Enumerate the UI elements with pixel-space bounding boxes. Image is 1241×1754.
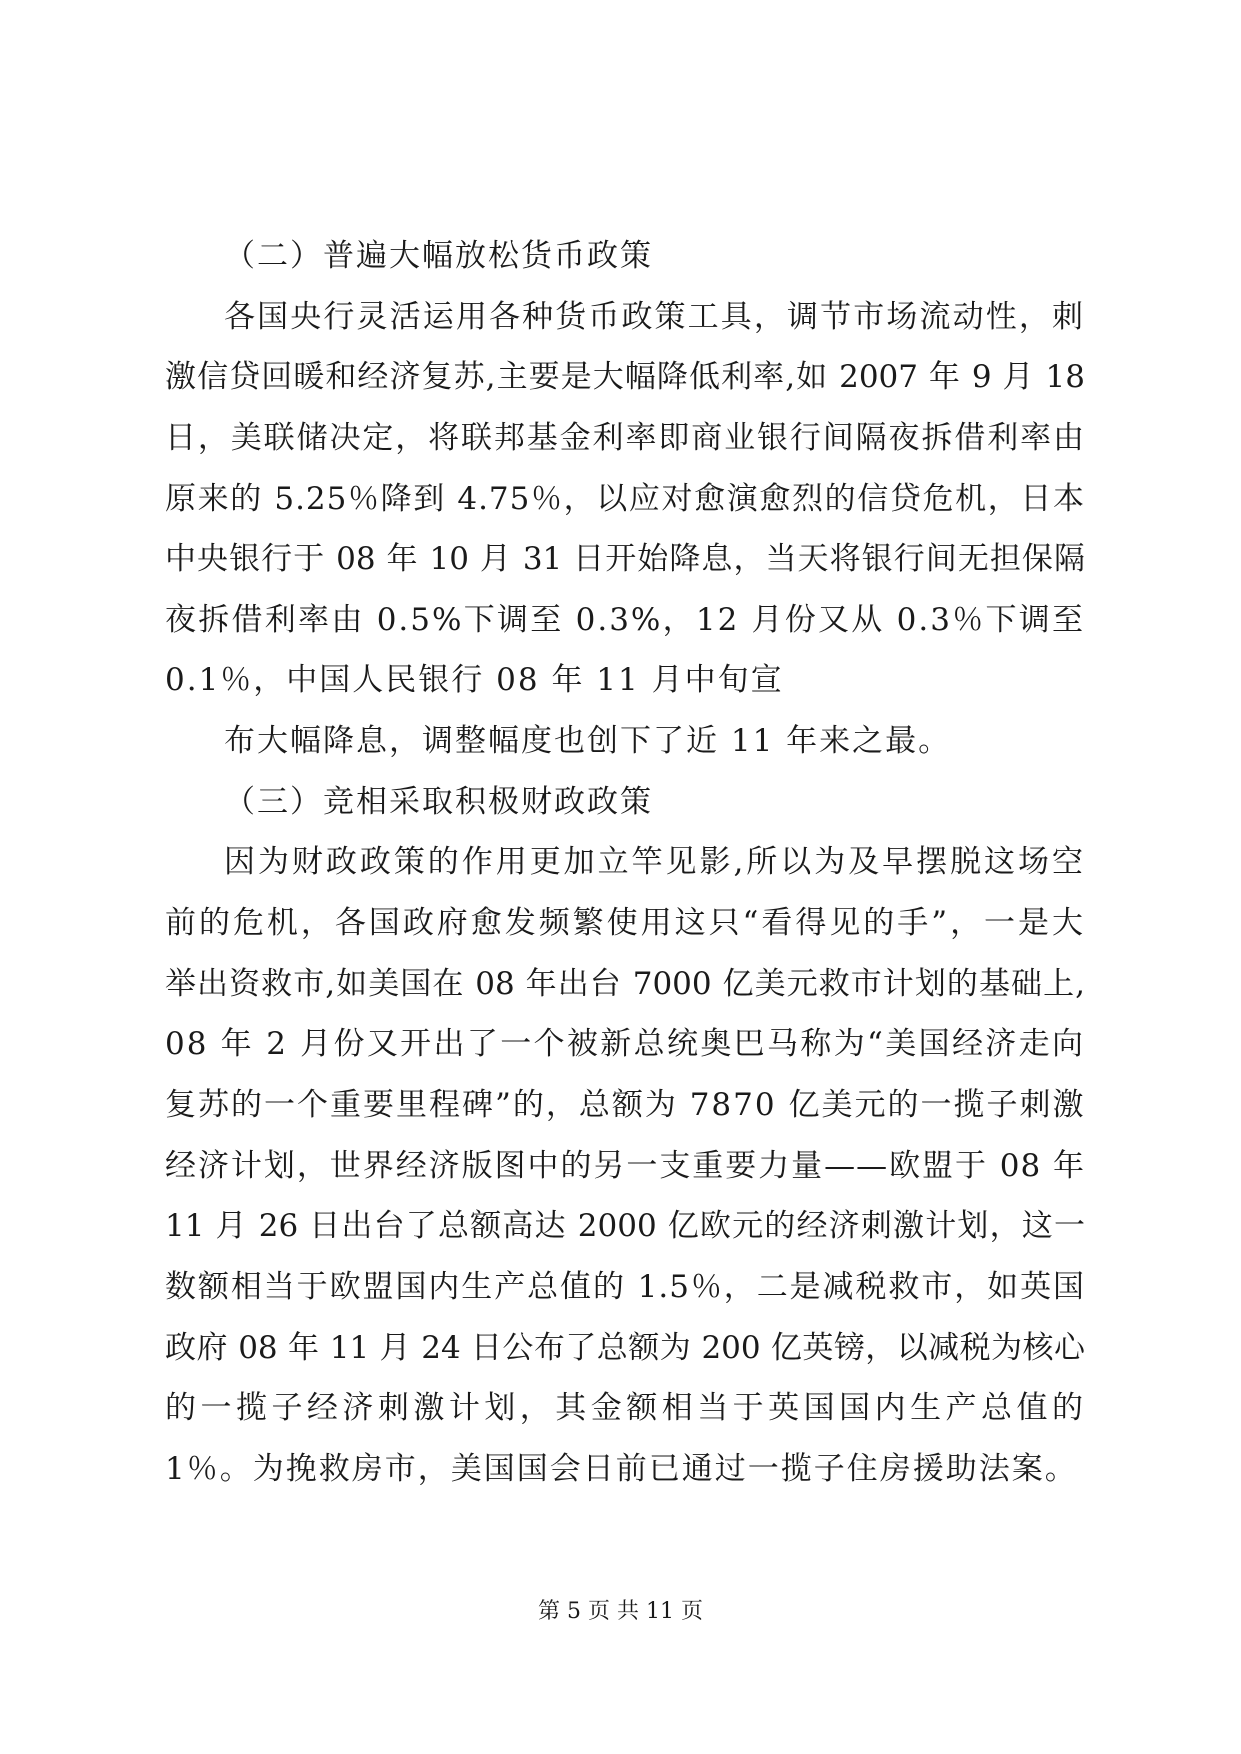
paragraph-line: 0.1％，中国人民银行 08 年 11 月中旬宣: [165, 662, 784, 698]
paragraph-line: 的一揽子经济刺激计划，其金额相当于英国国内生产总值的: [165, 1390, 1085, 1426]
paragraph-line: 激信贷回暖和经济复苏,主要是大幅降低利率,如 2007 年 9 月 18: [165, 359, 1085, 395]
paragraph-line: 各国央行灵活运用各种货币政策工具，调节市场流动性，刺: [224, 299, 1085, 335]
paragraph-line: 政府 08 年 11 月 24 日公布了总额为 200 亿英镑，以减税为核心: [165, 1330, 1085, 1366]
paragraph-line: 夜拆借利率由 0.5%下调至 0.3%，12 月份又从 0.3％下调至: [165, 602, 1085, 638]
paragraph-line: 08 年 2 月份又开出了一个被新总统奥巴马称为“美国经济走向: [165, 1026, 1085, 1062]
paragraph-line: 因为财政政策的作用更加立竿见影,所以为及早摆脱这场空: [224, 844, 1085, 880]
paragraph-line: 日，美联储决定，将联邦基金利率即商业银行间隔夜拆借利率由: [165, 420, 1085, 456]
paragraph-line: 数额相当于欧盟国内生产总值的 1.5％，二是减税救市，如英国: [165, 1269, 1085, 1305]
paragraph-line: 举出资救市,如美国在 08 年出台 7000 亿美元救市计划的基础上,: [165, 966, 1085, 1002]
paragraph-line: 原来的 5.25％降到 4.75％，以应对愈演愈烈的信贷危机，日本: [165, 481, 1085, 517]
page-number-footer: 第 5 页 共 11 页: [538, 1599, 703, 1624]
paragraph-line: 经济计划，世界经济版图中的另一支重要力量——欧盟于 08 年: [165, 1148, 1085, 1184]
paragraph-line: 11 月 26 日出台了总额高达 2000 亿欧元的经济刺激计划，这一: [165, 1208, 1085, 1244]
paragraph-line: 1％。为挽救房市，美国国会日前已通过一揽子住房援助法案。: [165, 1451, 1078, 1487]
section-heading-2: （二）普遍大幅放松货币政策: [224, 238, 653, 274]
section-heading-3: （三）竞相采取积极财政政策: [224, 784, 653, 820]
paragraph-line: 前的危机，各国政府愈发频繁使用这只“看得见的手”，一是大: [165, 905, 1085, 941]
paragraph-line: 布大幅降息，调整幅度也创下了近 11 年来之最。: [224, 723, 952, 759]
paragraph-line: 复苏的一个重要里程碑”的，总额为 7870 亿美元的一揽子刺激: [165, 1087, 1086, 1123]
paragraph-line: 中央银行于 08 年 10 月 31 日开始降息，当天将银行间无担保隔: [165, 541, 1085, 577]
